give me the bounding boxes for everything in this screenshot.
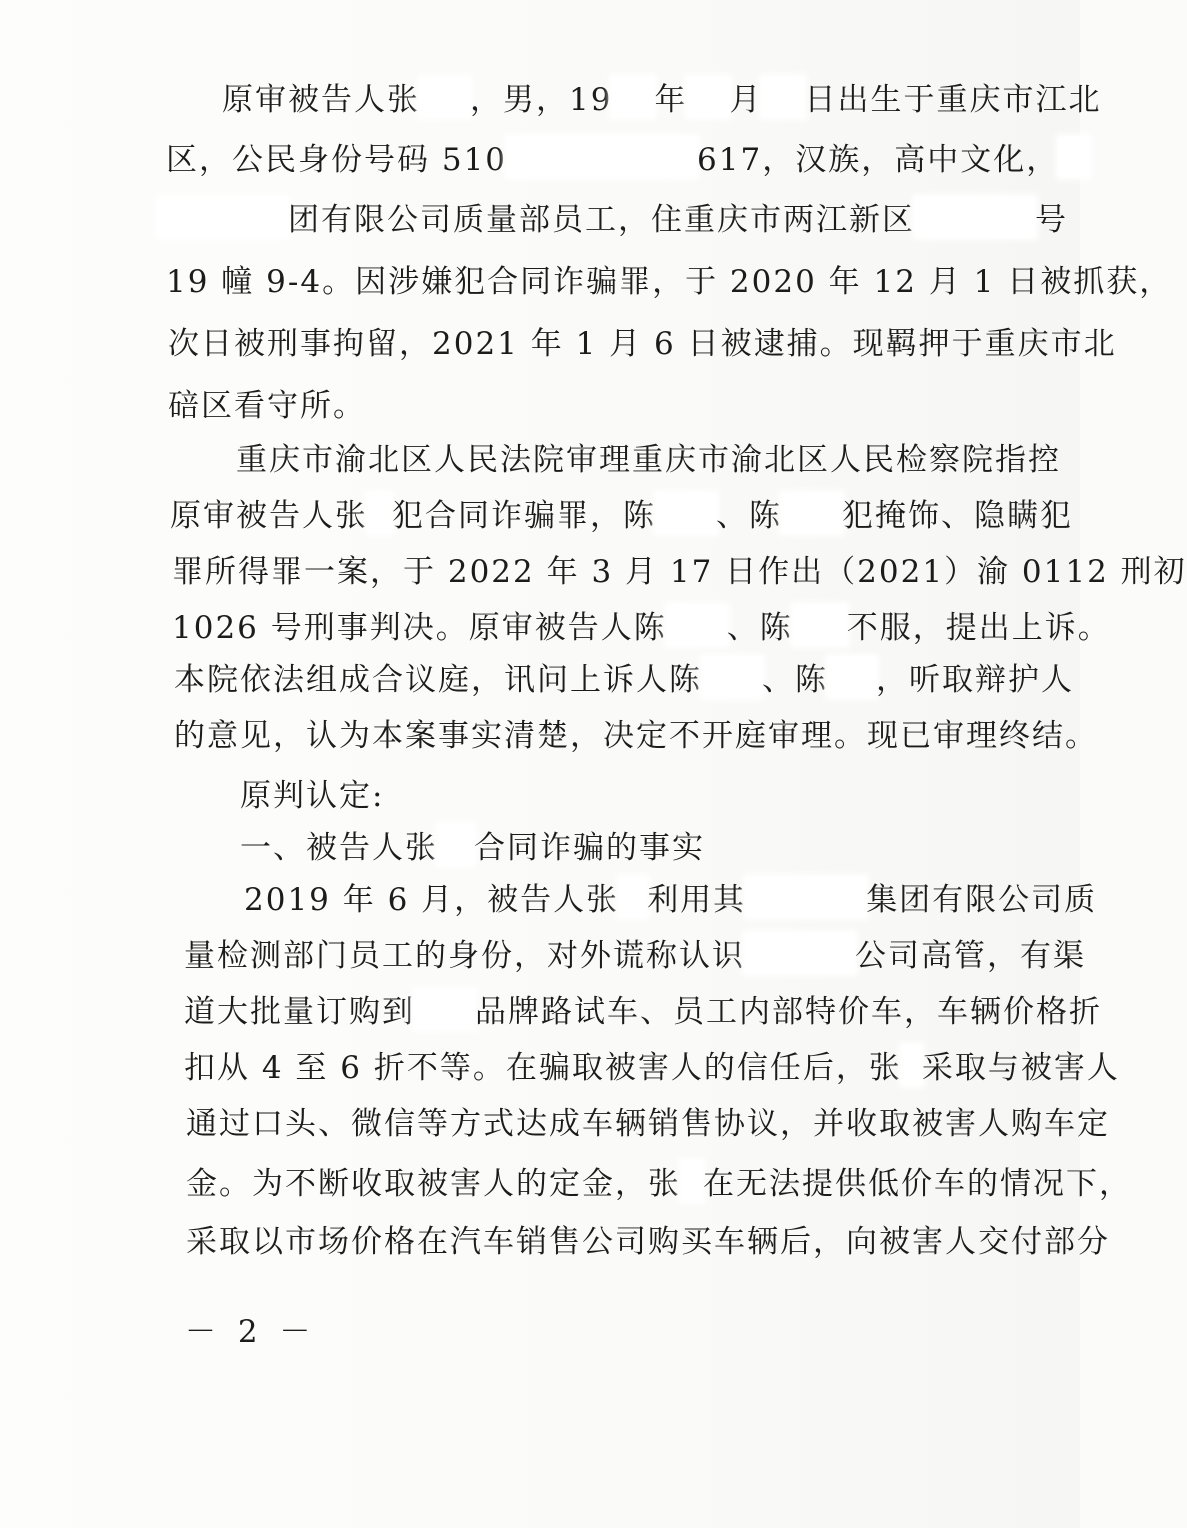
text-span: 集团有限公司质	[866, 882, 1098, 918]
text-line	[172, 542, 1187, 602]
text-span: 617，汉族，高中文化，	[697, 142, 1060, 178]
text-span: 19 幢 9-4。因涉嫌犯合同诈骗罪，于 2020 年 12 月 1 日被抓获，	[166, 264, 1173, 300]
text-span: 犯合同诈骗罪，陈	[392, 498, 656, 534]
redaction-mask	[762, 77, 804, 117]
text-span: 道大批量订购到	[184, 994, 415, 1030]
text-span: 碚区看守所。	[168, 388, 366, 424]
text-line	[236, 430, 1061, 490]
text-line	[174, 650, 1074, 710]
text-span: 犯掩饰、隐瞒犯	[842, 498, 1073, 534]
redaction-mask	[1059, 137, 1089, 177]
text-span: 日出生于重庆市江北	[804, 82, 1102, 118]
redaction-mask	[793, 605, 847, 645]
text-line	[174, 706, 1098, 766]
text-line	[166, 252, 1172, 312]
text-span: 号	[1035, 202, 1068, 238]
text-line	[172, 598, 1111, 658]
redaction-mask	[782, 493, 842, 533]
text-line	[158, 190, 1068, 250]
text-line	[184, 926, 1086, 986]
text-span: 利用其	[647, 882, 747, 918]
redaction-mask	[420, 77, 470, 117]
section-heading	[240, 818, 705, 878]
text-span: 、陈	[726, 610, 793, 646]
text-span: ，听取辩护人	[876, 662, 1074, 698]
redaction-mask	[746, 877, 866, 917]
redaction-mask	[656, 493, 716, 533]
text-span: 一、被告人张	[240, 830, 438, 866]
redaction-mask	[612, 77, 654, 117]
text-span: 不服，提出上诉。	[846, 610, 1111, 646]
text-span: 重庆市渝北区人民法院审理重庆市渝北区人民检察院指控	[236, 442, 1061, 478]
text-line	[184, 982, 1102, 1042]
text-span: 通过口头、微信等方式达成车辆销售协议，并收取被害人购车定	[186, 1106, 1110, 1142]
text-span: 原审被告人张	[222, 82, 420, 118]
text-span: 2019 年 6 月，被告人张	[244, 882, 620, 918]
text-span: 的意见，认为本案事实清楚，决定不开庭审理。现已审理终结。	[174, 718, 1098, 754]
redaction-mask	[368, 493, 392, 533]
text-span: 区，公民身份号码 510	[166, 142, 508, 178]
redaction-mask	[915, 197, 1035, 237]
text-line	[184, 1038, 1120, 1098]
text-span: 公司高管，有渠	[855, 938, 1086, 974]
text-span: 原判认定:	[240, 778, 385, 814]
section-heading	[240, 766, 384, 826]
redaction-mask	[702, 657, 762, 697]
text-span: 原审被告人张	[170, 498, 368, 534]
redaction-mask	[507, 137, 697, 177]
text-span: 次日被刑事拘留，2021 年 1 月 6 日被逮捕。现羁押于重庆市北	[168, 326, 1117, 362]
text-span: 团有限公司质量部员工，住重庆市两江新区	[288, 202, 915, 238]
text-line	[244, 870, 1097, 930]
text-line	[186, 1154, 1132, 1214]
text-line	[222, 70, 1101, 130]
text-line	[170, 486, 1073, 546]
text-span: 月	[729, 82, 763, 118]
redaction-mask	[619, 877, 647, 917]
text-span: 采取与被害人	[921, 1050, 1120, 1086]
redaction-mask	[745, 933, 855, 973]
text-span: 、陈	[716, 498, 782, 534]
redaction-mask	[158, 197, 288, 237]
page-number: － 2 －	[185, 1314, 317, 1350]
text-span: 本院依法组成合议庭，讯问上诉人陈	[174, 662, 702, 698]
text-span: 1026 号刑事判决。原审被告人陈	[172, 610, 667, 646]
text-span: 年	[654, 82, 688, 118]
text-span: 品牌路试车、员工内部特价车，车辆价格折	[475, 994, 1102, 1030]
redaction-mask	[687, 77, 729, 117]
text-span: 扣从 4 至 6 折不等。在骗取被害人的信任后，张	[184, 1050, 902, 1086]
text-span: 、陈	[762, 662, 828, 698]
redaction-mask	[828, 657, 876, 697]
text-line	[168, 314, 1117, 374]
redaction-mask	[438, 825, 474, 865]
text-span: ，男，19	[470, 82, 613, 118]
text-line	[186, 1094, 1110, 1154]
redaction-mask	[681, 1161, 703, 1201]
redaction-mask	[667, 605, 727, 645]
text-span: 金。为不断收取被害人的定金，张	[186, 1166, 681, 1202]
text-line	[166, 130, 1089, 190]
text-span: 在无法提供低价车的情况下，	[703, 1166, 1132, 1202]
text-span: 罪所得罪一案，于 2022 年 3 月 17 日作出（2021）渝 0112 刑初	[172, 554, 1187, 590]
text-span: 量检测部门员工的身份，对外谎称认识	[184, 938, 745, 974]
redaction-mask	[415, 989, 475, 1029]
text-line	[186, 1212, 1110, 1272]
redaction-mask	[902, 1045, 922, 1085]
text-line	[168, 376, 366, 436]
text-span: 合同诈骗的事实	[474, 830, 705, 866]
text-span: 采取以市场价格在汽车销售公司购买车辆后，向被害人交付部分	[186, 1224, 1110, 1260]
